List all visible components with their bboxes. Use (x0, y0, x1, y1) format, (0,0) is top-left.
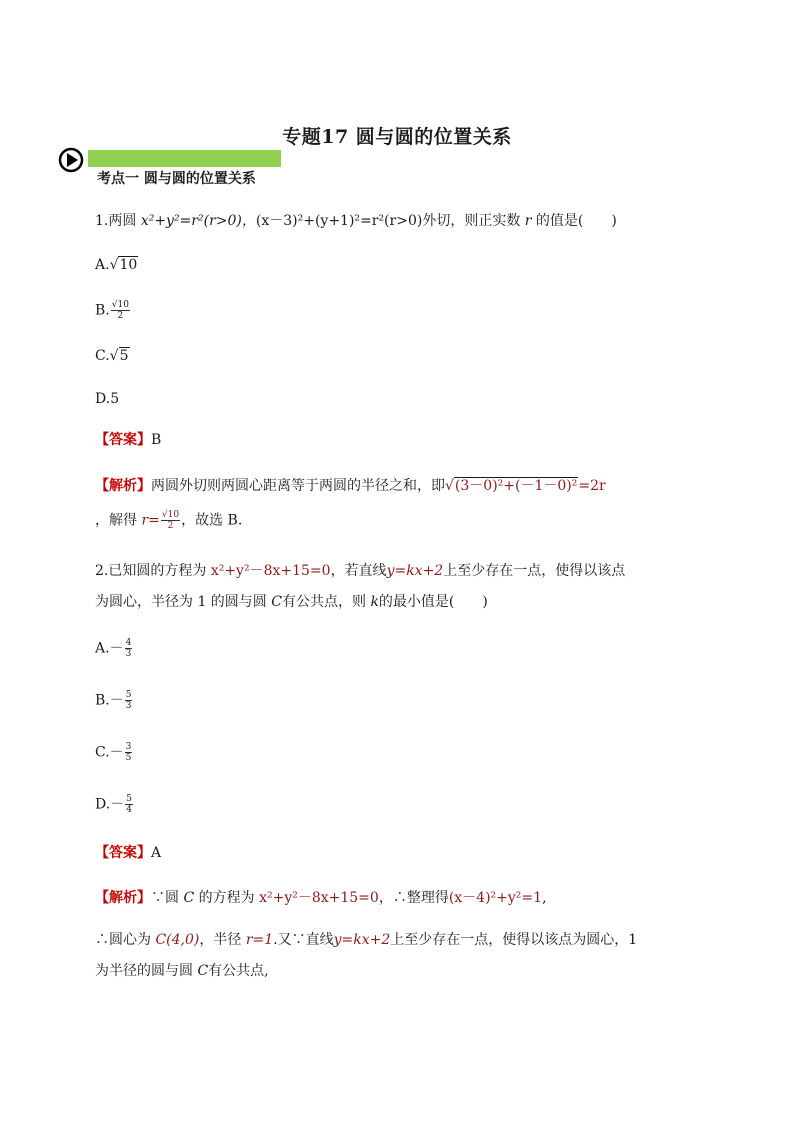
q2-analysis-line2: ∴圆心为 C(4,0)，半径 r=1.又∵直线y=kx+2上至少存在一点，使得以该点为圆心，1 (95, 932, 638, 948)
q1-option-c: C.√5 (95, 348, 129, 364)
q2-option-c: C.－ $\frac{3}{5}$ (95, 742, 132, 763)
q2-option-b: B.－ $\frac{5}{3}$ (95, 690, 132, 711)
q2-stem-line1: 2.已知圆的方程为 x²+y²－8x+15=0，若直线y=kx+2上至少存在一点，使得以该点 (95, 563, 626, 579)
q1-option-a: A.√10 (95, 257, 138, 273)
section-title: 考点一 圆与圆的位置关系 (97, 171, 256, 187)
q2-stem-line2: 为圆心，半径为 1 的圆与圆 C有公共点，则 k的最小值是( ) (95, 594, 488, 610)
q1-option-b: B. $\frac{√10}{2}$ (95, 300, 129, 321)
q2-analysis-line1: 【解析】∵圆 C 的方程为 x²+y²－8x+15=0，∴整理得(x－4)²+y²=1, (95, 890, 547, 906)
q2-option-a: A.－ $\frac{4}{3}$ (95, 638, 132, 659)
q2-analysis-line3: 为半径的圆与圆 C有公共点, (95, 963, 269, 979)
q2-option-d: D.－ $\frac{5}{4}$ (95, 794, 132, 815)
q1-answer: 【答案】B (95, 432, 162, 448)
q1-stem: 1.两圆 x²+y²=r²(r>0)，(x－3)²+(y+1)²=r²(r>0)外切，则正实数 r 的值是( ) (95, 213, 617, 229)
section-highlight-bar (88, 150, 281, 167)
page-title: 专题17 圆与圆的位置关系 (282, 126, 512, 148)
q1-analysis-line1: 【解析】两圆外切则两圆心距离等于两圆的半径之和，即√(3－0)²+(－1－0)²=2r (95, 478, 606, 494)
q1-analysis-line2: ，解得 r= $\frac{√10}{2}$ ，故选 B. (95, 510, 243, 531)
q1-option-d: D.5 (95, 391, 120, 407)
q2-answer: 【答案】A (95, 845, 162, 861)
play-circle-icon (58, 147, 84, 173)
